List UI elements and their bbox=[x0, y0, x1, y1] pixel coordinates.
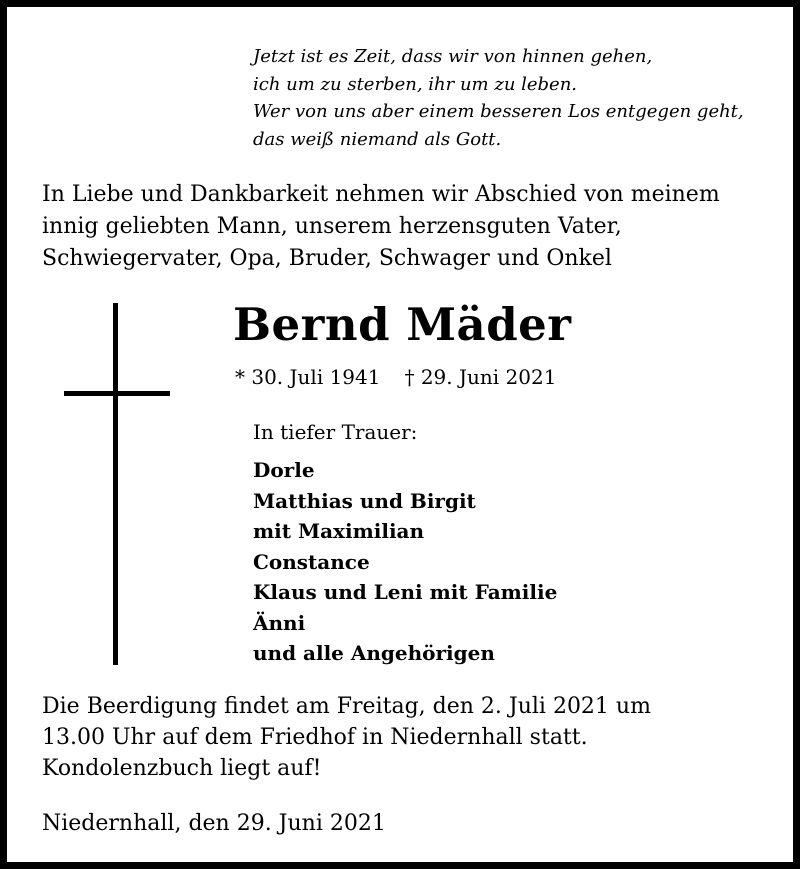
poem bbox=[253, 43, 744, 153]
mourner-name: Constance bbox=[253, 549, 370, 574]
mourner-name: Matthias und Birgit bbox=[253, 488, 476, 513]
poem-line: ich um zu sterben, ihr um zu leben. bbox=[253, 73, 578, 95]
death-date: † 29. Juni 2021 bbox=[404, 365, 557, 389]
funeral-line: 13.00 Uhr auf dem Friedhof in Niedernhall statt. bbox=[42, 725, 588, 750]
funeral-line: Kondolenzbuch liegt auf! bbox=[42, 756, 322, 781]
poem-line: das weiß niemand als Gott. bbox=[253, 128, 502, 150]
poem-line: Jetzt ist es Zeit, dass wir von hinnen gehen, bbox=[253, 46, 653, 67]
farewell-text bbox=[42, 179, 720, 275]
cross-icon-horizontal-bar bbox=[64, 391, 170, 396]
cross-icon-vertical-bar bbox=[113, 303, 118, 665]
deceased-name: Bernd Mäder bbox=[233, 298, 572, 351]
birth-date: * 30. Juli 1941 bbox=[235, 365, 381, 389]
mourner-name: Klaus und Leni mit Familie bbox=[253, 580, 558, 604]
life-dates bbox=[235, 363, 556, 391]
funeral-info bbox=[42, 691, 651, 784]
mourners-list bbox=[253, 455, 557, 669]
funeral-line: Die Beerdigung findet am Freitag, den 2. Juli 2021 um bbox=[42, 694, 651, 719]
farewell-line: In Liebe und Dankbarkeit nehmen wir Abschied von meinem bbox=[42, 182, 720, 207]
mourner-name: Dorle bbox=[253, 458, 315, 482]
poem-line: Wer von uns aber einem besseren Los entgegen geht, bbox=[253, 101, 744, 122]
mourner-name: Änni bbox=[253, 610, 306, 635]
mourner-name: und alle Angehörigen bbox=[253, 641, 495, 665]
mourning-label: In tiefer Trauer: bbox=[253, 420, 418, 444]
farewell-line: innig geliebten Mann, unserem herzensguten Vater, bbox=[42, 214, 622, 239]
place-and-date: Niedernhall, den 29. Juni 2021 bbox=[42, 811, 386, 836]
mourner-name: mit Maximilian bbox=[253, 519, 425, 543]
farewell-line: Schwiegervater, Opa, Bruder, Schwager und Onkel bbox=[42, 246, 612, 271]
